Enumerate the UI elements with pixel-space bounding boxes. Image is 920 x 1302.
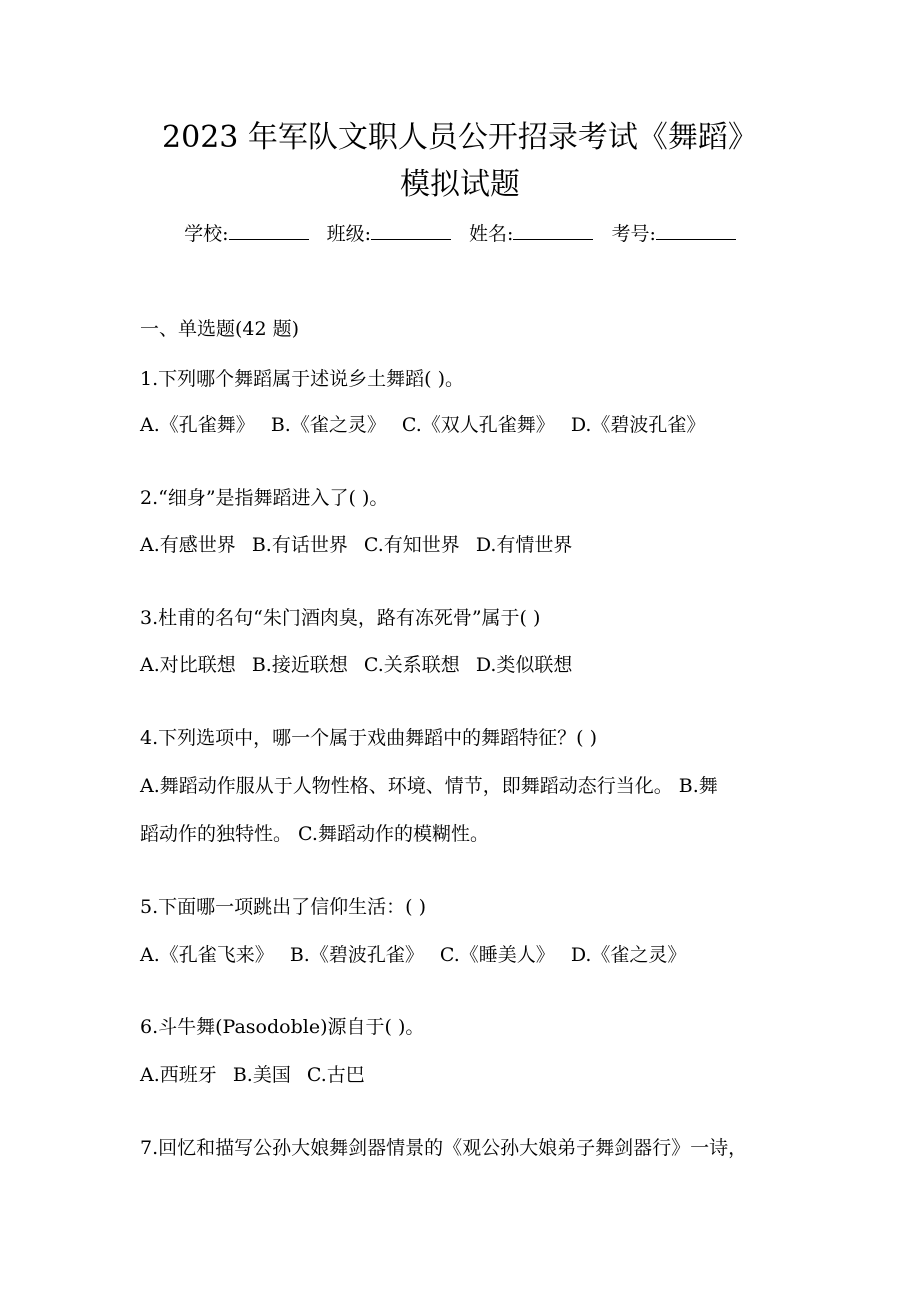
exam-no-label: 考号: xyxy=(611,223,656,245)
question-5-options xyxy=(140,941,800,969)
exam-title-line1: 2023 年军队文职人员公开招录考试《舞蹈》 xyxy=(162,120,758,155)
question-1-stem: 1.下列哪个舞蹈属于述说乡土舞蹈( )。 xyxy=(140,368,464,390)
question-4-options-line2: 蹈动作的独特性。 C.舞蹈动作的模糊性。 xyxy=(140,823,489,845)
exam-no-blank xyxy=(656,221,736,240)
question-7-stem: 7.回忆和描写公孙大娘舞剑器情景的《观公孙大娘弟子舞剑器行》一诗， xyxy=(140,1137,748,1159)
question-6-option-b: B.美国 xyxy=(232,1064,291,1086)
name-field xyxy=(469,220,593,248)
question-3-option-c: C.关系联想 xyxy=(363,654,460,676)
question-2-option-a: A.有感世界 xyxy=(140,534,236,556)
name-blank xyxy=(513,221,593,240)
question-6-option-c: C.古巴 xyxy=(306,1064,365,1086)
question-4-options-line1: A.舞蹈动作服从于人物性格、环境、情节，即舞蹈动态行当化。 B.舞 xyxy=(140,775,718,797)
question-3-option-a: A.对比联想 xyxy=(140,654,236,676)
question-2-option-b: B.有话世界 xyxy=(251,534,348,556)
class-blank xyxy=(371,221,451,240)
question-3-stem: 3.杜甫的名句“朱门酒肉臭，路有冻死骨”属于( ) xyxy=(140,607,541,629)
school-label: 学校: xyxy=(184,223,229,245)
question-3-option-b: B.接近联想 xyxy=(251,654,348,676)
question-2-options xyxy=(140,531,800,559)
question-6-option-a: A.西班牙 xyxy=(140,1064,217,1086)
question-5-option-b: B.《碧波孔雀》 xyxy=(289,944,424,966)
question-5-stem: 5.下面哪一项跳出了信仰生活：( ) xyxy=(140,896,426,918)
class-field xyxy=(327,220,451,248)
question-5-option-a: A.《孔雀飞来》 xyxy=(140,944,274,966)
section-heading: 一、单选题(42 题) xyxy=(140,318,300,340)
question-1-options xyxy=(140,411,800,439)
question-3-option-d: D.类似联想 xyxy=(475,654,573,676)
student-info-row xyxy=(0,220,920,248)
question-4-stem: 4.下列选项中，哪一个属于戏曲舞蹈中的舞蹈特征？( ) xyxy=(140,727,597,749)
question-1-option-b: B.《雀之灵》 xyxy=(270,414,386,436)
class-label: 班级: xyxy=(326,223,371,245)
question-1-option-c: C.《双人孔雀舞》 xyxy=(401,414,555,436)
exam-no-field xyxy=(611,220,735,248)
question-6-options xyxy=(140,1061,800,1089)
question-1-option-d: D.《碧波孔雀》 xyxy=(570,414,706,436)
question-2-option-d: D.有情世界 xyxy=(475,534,573,556)
school-blank xyxy=(229,221,309,240)
question-1-option-a: A.《孔雀舞》 xyxy=(140,414,255,436)
school-field xyxy=(184,220,308,248)
question-3-options xyxy=(140,651,800,679)
question-5-option-c: C.《睡美人》 xyxy=(439,944,555,966)
exam-title-line2: 模拟试题 xyxy=(400,167,520,202)
question-6-stem: 6.斗牛舞(Pasodoble)源自于( )。 xyxy=(140,1016,425,1038)
question-2-option-c: C.有知世界 xyxy=(363,534,460,556)
question-2-stem: 2.“细身”是指舞蹈进入了( )。 xyxy=(140,487,389,509)
name-label: 姓名: xyxy=(469,223,514,245)
question-5-option-d: D.《雀之灵》 xyxy=(570,944,687,966)
